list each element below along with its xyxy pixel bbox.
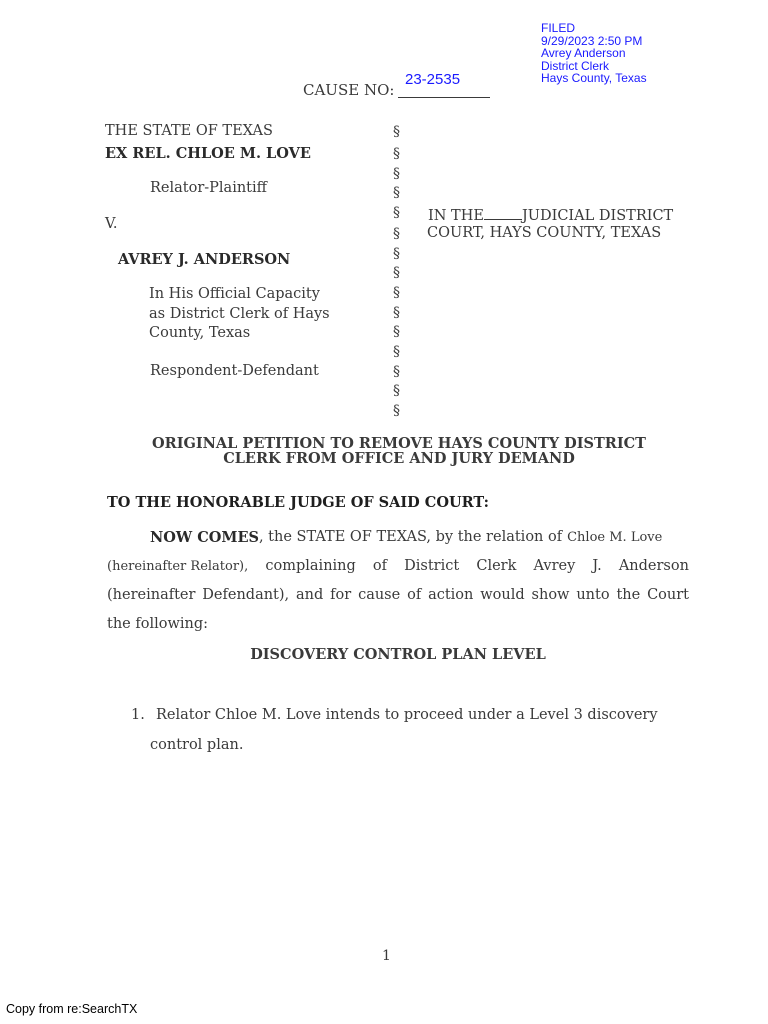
intro-word: of: [407, 587, 422, 603]
section-symbol: §: [393, 166, 400, 182]
intro-word: District: [404, 558, 460, 574]
caption-capacity-line2: as District Clerk of Hays: [149, 306, 330, 322]
intro-word: Clerk: [476, 558, 517, 574]
section-symbol: §: [393, 403, 400, 419]
intro-line4-text: the following:: [107, 616, 209, 632]
item-number: 1.: [131, 707, 145, 723]
section-symbol: §: [393, 305, 400, 321]
caption-capacity-line3: County, Texas: [149, 325, 251, 341]
section-symbol: §: [393, 383, 400, 399]
section-symbol: §: [393, 205, 400, 221]
petition-title-line1: ORIGINAL PETITION TO REMOVE HAYS COUNTY DISTRICT: [152, 435, 646, 452]
court-designation-prefix: IN THE: [428, 208, 484, 224]
filed-stamp-clerk-name: Avrey Anderson: [541, 46, 626, 61]
intro-word: Defendant),: [202, 587, 290, 603]
intro-word: cause: [358, 587, 401, 603]
caption-capacity-line1: In His Official Capacity: [149, 286, 320, 302]
court-number-blank: [484, 205, 522, 220]
cause-number-underline: [398, 97, 490, 98]
section-symbol: §: [393, 185, 400, 201]
filed-stamp-status: FILED: [541, 21, 576, 35]
section-symbol: §: [393, 364, 400, 380]
intro-word: Anderson: [618, 558, 689, 574]
intro-line1: [107, 523, 689, 552]
intro-word: Court: [647, 587, 689, 603]
page-number: 1: [382, 948, 391, 964]
intro-word: action: [428, 587, 474, 603]
intro-word: complaining: [265, 558, 356, 574]
item-text-line1: Relator Chloe M. Love intends to proceed under a Level 3 discovery: [156, 707, 658, 723]
intro-word: would: [480, 587, 525, 603]
caption-party1: THE STATE OF TEXAS: [105, 123, 273, 139]
filed-stamp-office: District Clerk: [541, 58, 609, 73]
section-symbol: §: [393, 265, 400, 281]
salutation: TO THE HONORABLE JUDGE OF SAID COURT:: [107, 494, 490, 511]
petition-title: [110, 436, 688, 466]
intro-word: and: [296, 587, 324, 603]
intro-paragraph: [107, 523, 689, 639]
intro-word: J.: [592, 558, 602, 574]
section-symbol: §: [393, 285, 400, 301]
intro-word: for: [330, 587, 352, 603]
section-symbol: §: [393, 124, 400, 140]
court-designation-line1: [428, 205, 673, 224]
caption-party2-role: Respondent-Defendant: [150, 363, 319, 379]
petition-title-line2: CLERK FROM OFFICE AND JURY DEMAND: [223, 450, 575, 467]
filed-stamp-county: Hays County, Texas: [541, 71, 647, 86]
cause-number-value: 23-2535: [405, 71, 461, 88]
discovery-heading: DISCOVERY CONTROL PLAN LEVEL: [250, 646, 546, 663]
court-designation-suffix: JUDICIAL DISTRICT: [521, 208, 674, 224]
filed-stamp: [541, 22, 647, 85]
caption-party1-relation: EX REL. CHLOE M. LOVE: [105, 145, 311, 162]
intro-word: of: [372, 558, 388, 574]
intro-word: (hereinafter Relator),: [107, 559, 249, 574]
intro-word: unto: [576, 587, 610, 603]
intro-line1-text: , the STATE OF TEXAS, by the relation of: [258, 529, 563, 545]
section-symbol: §: [393, 226, 400, 242]
intro-word: the: [616, 587, 641, 603]
section-symbol: §: [393, 324, 400, 340]
section-symbol: §: [393, 344, 400, 360]
intro-word: (hereinafter: [107, 587, 196, 603]
intro-line2: [107, 552, 689, 581]
caption-party1-role: Relator-Plaintiff: [150, 180, 267, 196]
intro-word: show: [531, 587, 570, 603]
section-symbol: §: [393, 246, 400, 262]
intro-line4: [107, 610, 689, 639]
filed-stamp-datetime: 9/29/2023 2:50 PM: [541, 33, 643, 48]
intro-line3: [107, 581, 689, 610]
cause-number-label: CAUSE NO:: [303, 81, 395, 99]
relator-name: Chloe M. Love: [567, 530, 663, 545]
intro-word: Avrey: [533, 558, 576, 574]
source-footer: Copy from re:SearchTX: [6, 1002, 138, 1016]
section-symbol: §: [393, 146, 400, 162]
item-text-line2: control plan.: [150, 737, 244, 753]
caption-party2: AVREY J. ANDERSON: [118, 251, 291, 268]
court-designation-line2: COURT, HAYS COUNTY, TEXAS: [427, 225, 662, 241]
now-comes: NOW COMES: [150, 529, 259, 546]
caption-versus: V.: [105, 216, 118, 232]
